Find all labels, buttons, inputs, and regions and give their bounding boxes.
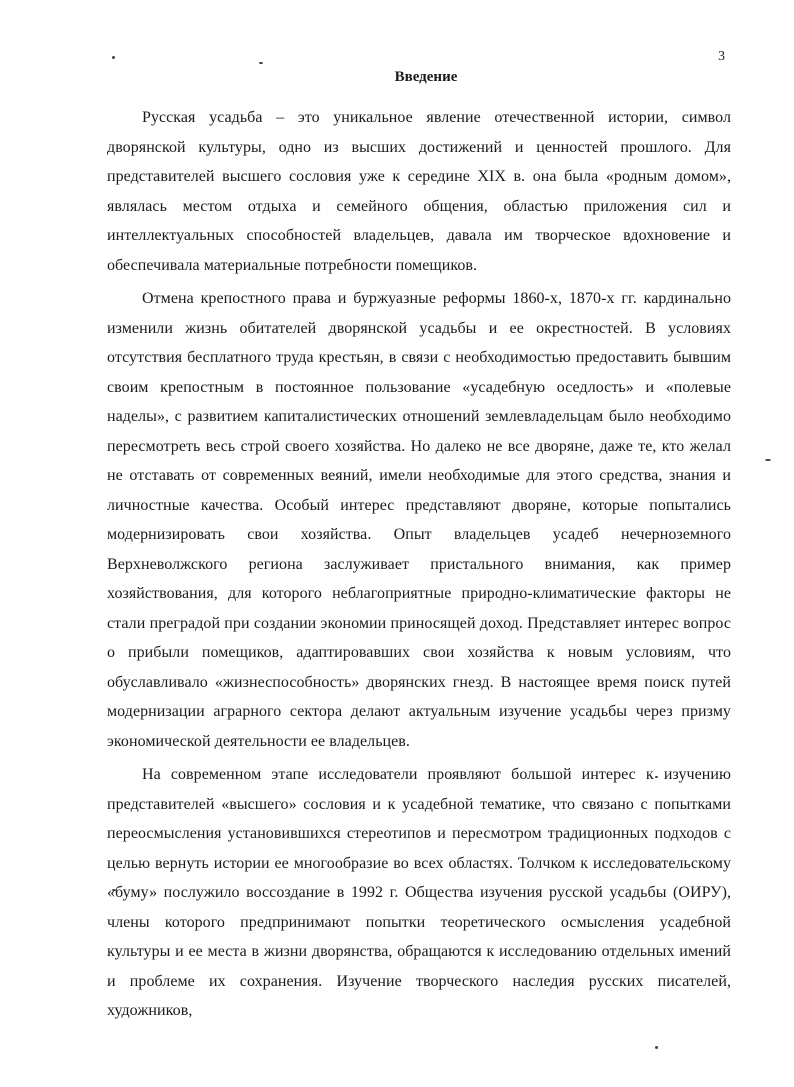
paragraph-1: Русская усадьба – это уникальное явление отечественной истории, символ дворянской культуры, одно из высших достижений и ценностей прошлого. Для представителей высшего сословия уже к середине XIX в. она была «родным домом», являлась местом отдыха и семейного общения, областью приложения сил и интеллектуальных способностей владельцев, давала им творческое вдохновение и обеспечивала материальные потребности помещиков. bbox=[107, 109, 731, 274]
scan-speck bbox=[259, 62, 263, 64]
page-number: 3 bbox=[718, 49, 725, 64]
paragraph-2: Отмена крепостного права и буржуазные реформы 1860-х, 1870-х гг. кардинально изменили жизнь обитателей дворянской усадьбы и ее окрестностей. В условиях отсутствия бесплатного труда крестьян, в связи с необходимостью предоставить бывшим своим крепостным в постоянное пользование «усадебную оседлость» и «полевые наделы», с развитием капиталистических отношений землевладельцам было необходимо пересмотреть весь строй своего хозяйства. Но далеко не все дворяне, даже те, кто желал не отставать от современных веяний, имели необходимые для этого средства, знания и личностные качества. Особый интерес представляют дворяне, которые попытались модернизировать свои хозяйства. Опыт владельцев усадеб нечерноземного Верхневолжского региона заслуживает пристального внимания, как пример хозяйствования, для которого неблагоприятные природно-климатические факторы не стали преградой при создании экономии приносящей доход. Представляет интерес вопрос о прибыли помещиков, адаптировавших свои хозяйства к новым условиям, что обуславливало «жизнеспособность» дворянских гнезд. В настоящее время поиск путей модернизации аграрного сектора делают актуальным изучение усадьбы через призму экономической деятельности ее владельцев. bbox=[107, 290, 731, 750]
paragraph-3: На современном этапе исследователи проявляют большой интерес к изучению представителей «высшего» сословия и к усадебной тематике, что связано с попытками переосмысления установившихся стереотипов и пересмотром традиционных подходов с целью вернуть истории ее многообразие во всех областях. Толчком к исследовательскому «буму» послужило воссоздание в 1992 г. Общества изучения русской усадьбы (ОИРУ), члены которого предпринимают попытки теоретического осмысления усадебной культуры и ее места в жизни дворянства, обращаются к исследованию отдельных имений и проблеме их сохранения. Изучение творческого наследия русских писателей, художников, bbox=[107, 766, 731, 1019]
scan-speck bbox=[112, 56, 115, 59]
section-heading: Введение bbox=[394, 69, 458, 85]
scan-speck bbox=[765, 459, 771, 461]
body-text bbox=[107, 103, 731, 1030]
scan-speck bbox=[655, 1046, 658, 1049]
